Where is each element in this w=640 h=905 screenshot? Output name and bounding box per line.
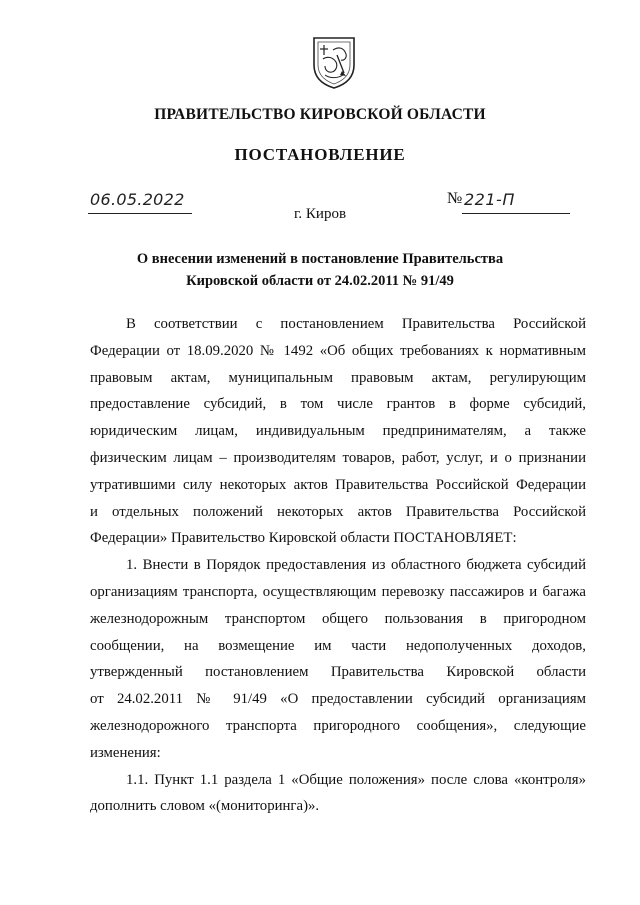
title-line-2: Кировской области от 24.02.2011 № 91/49	[186, 273, 454, 289]
body-line: В соответствии с постановлением Правительства Российской	[126, 316, 586, 332]
title-line-1: О внесении изменений в постановление Правительства	[136, 251, 504, 267]
body-line: правовым актам, муниципальным правовым актам, регулирующим	[90, 369, 586, 386]
body-line: и отдельных положений некоторых актов Правительства Российской	[90, 503, 586, 520]
body-line: 1. Внести в Порядок предоставления из областного бюджета субсидий	[126, 557, 586, 574]
coat-of-arms-emblem	[311, 35, 357, 89]
body-line: сообщении, на возмещение им части недополученных доходов,	[90, 637, 586, 654]
body-line: железнодорожным транспортом общего пользования в пригородном	[90, 610, 586, 627]
document-body	[90, 311, 586, 820]
body-line: Федерации» Правительство Кировской области ПОСТАНОВЛЯЕТ:	[90, 530, 517, 547]
organization-name: ПРАВИТЕЛЬСТВО КИРОВСКОЙ ОБЛАСТИ	[154, 106, 486, 123]
body-line: утвержденный постановлением Правительства Кировской области	[90, 664, 586, 681]
body-line: организациям транспорта, осуществляющим перевозку пассажиров и багажа	[90, 583, 586, 600]
body-line: физическим лицам – производителям товаров, работ, услуг, и о признании	[90, 449, 586, 466]
document-title	[0, 248, 640, 292]
body-line: 1.1. Пункт 1.1 раздела 1 «Общие положения» после слова «контроля»	[126, 771, 586, 788]
document-date: 06.05.2022	[90, 190, 185, 209]
body-line: от 24.02.2011 № 91/49 «О предоставлении субсидий организациям	[90, 691, 586, 708]
body-line: Федерации от 18.09.2020 № 1492 «Об общих требованиях к нормативным	[90, 342, 586, 359]
city-name: г. Киров	[293, 206, 347, 222]
body-line: дополнить словом «(мониторинга)».	[90, 798, 320, 815]
number-label: №	[447, 190, 463, 207]
body-line: утратившими силу некоторых актов Правительства Российской Федерации	[90, 476, 586, 493]
body-line: железнодорожного транспорта пригородного сообщения», следующие	[90, 717, 586, 734]
document-number: 221-П	[464, 190, 515, 209]
document-type: ПОСТАНОВЛЕНИЕ	[234, 145, 406, 164]
body-line: юридическим лицам, индивидуальным предпринимателям, а также	[90, 423, 586, 440]
body-line: предоставление субсидий, в том числе грантов в форме субсидий,	[90, 396, 586, 413]
body-line: изменения:	[90, 744, 161, 761]
